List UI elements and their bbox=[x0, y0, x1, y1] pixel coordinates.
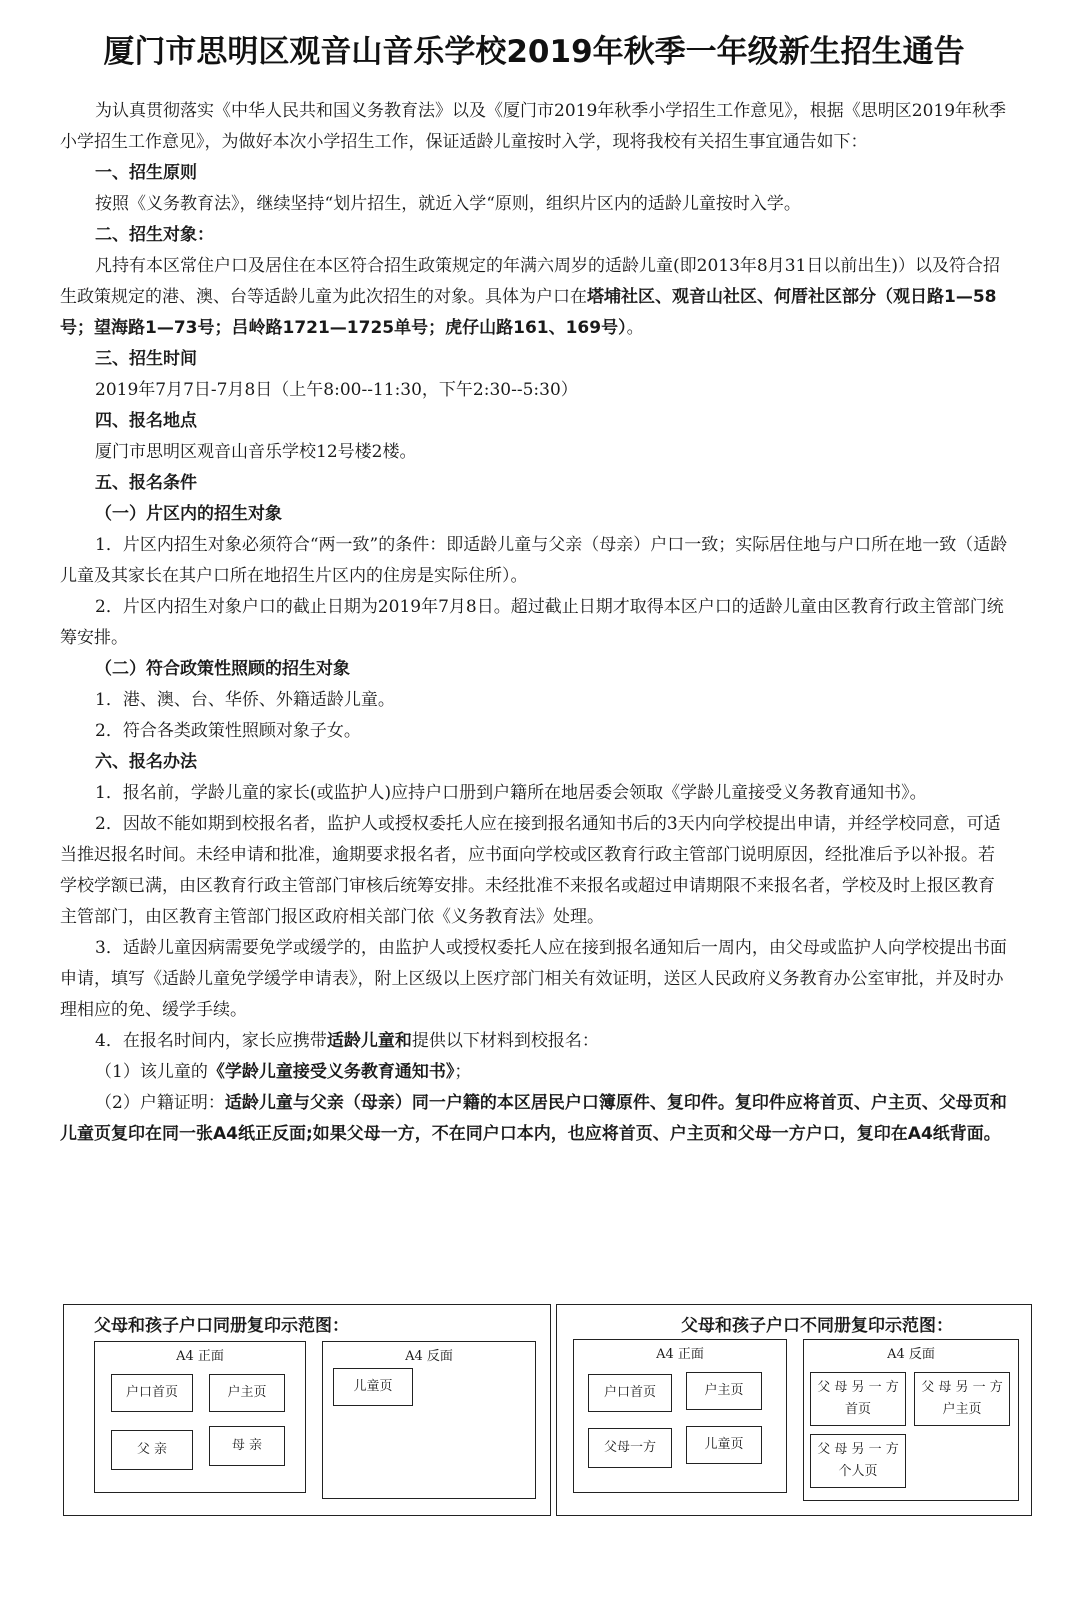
section-4-text: 厦门市思明区观音山音乐学校12号楼2楼。 bbox=[95, 442, 417, 462]
section-6-item1: 1．报名前，学龄儿童的家长(或监护人)应持户口册到户籍所在地居委会领取《学龄儿童接受义务教育通知书》。 bbox=[95, 783, 927, 803]
section-5-item2: 2．片区内招生对象户口的截止日期为2019年7月8日。超过截止日期才取得本区户口的适龄儿童由区教育行政主管部门统筹安排。 bbox=[60, 597, 1004, 648]
section-2-text-c: 。 bbox=[626, 318, 644, 338]
front-panel bbox=[94, 1341, 306, 1493]
section-6-item4-a: 4．在报名时间内，家长应携带 bbox=[95, 1031, 327, 1051]
material-1-c: ； bbox=[454, 1062, 472, 1082]
page-box: 户口首页 bbox=[111, 1374, 193, 1412]
section-5-sub2: （二）符合政策性照顾的招生对象 bbox=[95, 659, 350, 679]
front-panel-label: A4 正面 bbox=[656, 1347, 704, 1362]
section-5-item4: 2．符合各类政策性照顾对象子女。 bbox=[95, 721, 361, 741]
page-box: 父母一方 bbox=[588, 1428, 672, 1468]
section-6-item4-b: 适龄儿童和 bbox=[326, 1031, 412, 1051]
page-title: 厦门市思明区观音山音乐学校2019年秋季一年级新生招生通告 bbox=[103, 34, 965, 70]
diagram-different-book-title: 父母和孩子户口不同册复印示范图： bbox=[681, 1316, 953, 1336]
section-5-item3: 1．港、澳、台、华侨、外籍适龄儿童。 bbox=[95, 690, 395, 710]
back-panel bbox=[803, 1339, 1019, 1501]
diagram-same-book bbox=[63, 1304, 551, 1516]
page-box: 父 母 另 一 方个人页 bbox=[810, 1434, 906, 1488]
page-box: 儿童页 bbox=[686, 1426, 762, 1464]
material-2-b: 适龄儿童与父亲（母亲）同一户籍的本区居民户口簿原件、复印件。复印件应将首页、户主页、父母页和儿童页复印在同一张A4纸正反面;如果父母一方，不在同户口本内，也应将首页、户主页和父母一方户口，复印在A4纸背面。 bbox=[60, 1093, 1007, 1144]
diagram-same-book-title: 父母和孩子户口同册复印示范图： bbox=[94, 1316, 349, 1336]
back-panel-label: A4 反面 bbox=[405, 1349, 453, 1364]
page-box: 父 母 另 一 方户主页 bbox=[914, 1372, 1010, 1426]
diagram-different-book bbox=[556, 1304, 1032, 1516]
page-box: 父 亲 bbox=[111, 1430, 193, 1470]
material-2-a: （2）户籍证明： bbox=[95, 1093, 225, 1113]
section-6-heading: 六、报名办法 bbox=[95, 752, 197, 772]
back-panel bbox=[322, 1341, 536, 1499]
section-2-heading: 二、招生对象： bbox=[95, 225, 214, 245]
section-4-heading: 四、报名地点 bbox=[95, 411, 197, 431]
section-5-heading: 五、报名条件 bbox=[95, 473, 197, 493]
material-2 bbox=[60, 1088, 1010, 1150]
section-6-item4-c: 提供以下材料到校报名： bbox=[411, 1031, 599, 1051]
intro-paragraph: 为认真贯彻落实《中华人民共和国义务教育法》以及《厦门市2019年秋季小学招生工作意见》，根据《思明区2019年秋季小学招生工作意见》，为做好本次小学招生工作，保证适龄儿童按时入学，现将我校有关招生事宜通告如下： bbox=[60, 101, 1007, 152]
section-5-item1: 1．片区内招生对象必须符合“两一致”的条件：即适龄儿童与父亲（母亲）户口一致；实际居住地与户口所在地一致（适龄儿童及其家长在其户口所在地招生片区内的住房是实际住所）。 bbox=[60, 535, 1008, 586]
section-2-text-a: 凡持有本区常住户口及居住在本区符合招生政策规定的年满六周岁的适龄儿童(即2013年8月31日以前出生)）以及符合招生政策规定的港、澳、台等适龄儿童为此次招生的对象。具体为户口在 bbox=[60, 256, 1000, 307]
material-1-b: 《学龄儿童接受义务教育通知书》 bbox=[207, 1062, 455, 1082]
page-box: 儿童页 bbox=[333, 1368, 413, 1406]
section-6-item3: 3．适龄儿童因病需要免学或缓学的，由监护人或授权委托人应在接到报名通知后一周内，由父母或监护人向学校提出书面申请，填写《适龄儿童免学缓学申请表》，附上区级以上医疗部门相关有效证明，送区人民政府义务教育办公室审批，并及时办理相应的免、缓学手续。 bbox=[60, 938, 1007, 1020]
page-box: 母 亲 bbox=[209, 1426, 285, 1466]
notice-body bbox=[60, 96, 1010, 1150]
section-5-sub1: （一）片区内的招生对象 bbox=[95, 504, 282, 524]
page-box: 户口首页 bbox=[588, 1374, 672, 1412]
page-box: 户主页 bbox=[686, 1372, 762, 1410]
section-3-heading: 三、招生时间 bbox=[95, 349, 197, 369]
front-panel-label: A4 正面 bbox=[176, 1349, 224, 1364]
material-1 bbox=[60, 1057, 1010, 1088]
section-6-item2: 2．因故不能如期到校报名者，监护人或授权委托人应在接到报名通知书后的3天内向学校提出申请，并经学校同意，可适当推迟报名时间。未经申请和批准，逾期要求报名者，应书面向学校或区教育行政主管部门说明原因，经批准后予以补报。若学校学额已满，由区教育行政主管部门审核后统筹安排。未经批准不来报名或超过申请期限不来报名者，学校及时上报区教育主管部门，由区教育主管部门报区政府相关部门依《义务教育法》处理。 bbox=[60, 814, 1001, 927]
section-2-text bbox=[60, 251, 1010, 344]
section-6-item4 bbox=[60, 1026, 1010, 1057]
page-box: 父 母 另 一 方首页 bbox=[810, 1372, 906, 1426]
section-3-text: 2019年7月7日-7月8日（上午8:00--11:30，下午2:30--5:30） bbox=[95, 380, 578, 400]
material-1-a: （1）该儿童的 bbox=[95, 1062, 208, 1082]
front-panel bbox=[573, 1339, 787, 1493]
page-box: 户主页 bbox=[209, 1374, 285, 1412]
section-1-text: 按照《义务教育法》，继续坚持“划片招生，就近入学“原则，组织片区内的适龄儿童按时入学。 bbox=[95, 194, 801, 214]
section-1-heading: 一、招生原则 bbox=[95, 163, 197, 183]
back-panel-label: A4 反面 bbox=[887, 1347, 935, 1362]
section-2-area: 塔埔社区、观音山社区、何厝社区部分（观日路1—58号；望海路1—73号；吕岭路1721—1725单号；虎仔山路161、169号） bbox=[60, 287, 997, 338]
